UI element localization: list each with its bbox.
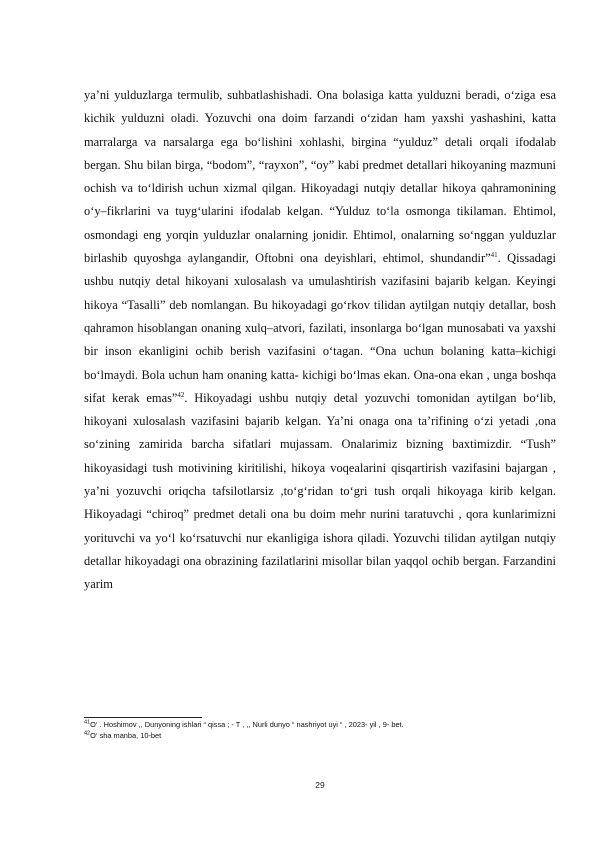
footnotes bbox=[84, 719, 556, 741]
paragraph-part-2: . Qissadagi ushbu nutqiy detal hikoyani xulosalash va umulashtirish vazifasini bajarib kelgan. Keyingi hikoya “Tasalli” deb nomlangan. Bu hikoyadagi go‘rkov tilidan aytilgan nutqiy detallar, bosh qahramon hisoblangan onaning xulq–atvori, fazilati, insonlarga bo‘lgan munosabati va yaxshi bir inson ekanligini ochib berish vazifasini o‘tagan. “Ona uchun bolaning katta–kichigi bo‘lmaydi. Bola uchun ham onaning katta- kichigi bo‘lmas ekan. Ona-ona ekan , unga boshqa sifat kerak emas” bbox=[84, 251, 557, 405]
paragraph-part-1: ya’ni yulduzlarga termulib, suhbatlashishadi. Ona bolasiga katta yulduzni beradi, o‘ziga esa kichik yulduzni oladi. Yozuvchi ona doim farzandi o‘zidan ham yaxshi yashashini, katta marralarga va narsalarga ega bo‘lishini xohlashi, birgina “yulduz” detali orqali ifodalab bergan. Shu bilan birga, “bodom”, “rayxon”, “oy” kabi predmet detallari hikoyaning mazmuni ochish va to‘ldirish uchun xizmal qilgan. Hikoyadagi nutqiy detallar hikoya qahramonining o‘y–fikrlarini va tuyg‘ularini ifodalab kelgan. “Yulduz to‘la osmonga tikilaman. Ehtimol, osmondagi eng yorqin yulduzlar onalarning jonidir. Ehtimol, onalarning so‘nggan yulduzlar birlashib quyoshga aylangandir, Oftobni ona deyishlari, ehtimol, shundandir” bbox=[84, 88, 556, 266]
footnote-41 bbox=[84, 719, 556, 730]
footnote-number: 41 bbox=[84, 719, 91, 726]
footnote-divider bbox=[84, 717, 202, 718]
main-paragraph bbox=[84, 84, 556, 597]
footnote-42 bbox=[84, 730, 556, 741]
footnote-number: 42 bbox=[84, 730, 91, 737]
paragraph-part-3: . Hikoyadagi ushbu nutqiy detal yozuvchi tomonidan aytilgan bo‘lib, hikoyani xulosalash vazifasini bajarib kelgan. Ya’ni onaga ona ta’rifining o‘zi yetadi ,ona so‘zining zamirida barcha sifatlari mujassam. Onalarimiz bizning baxtimizdir. “Tush” hikoyasidagi tush motivining kiritilishi, hikoya voqealarini qisqartirish vazifasini bajargan , ya’ni yozuvchi oriqcha tafsilotlarsiz ,to‘g‘ridan to‘gri tush orqali hikoyaga kirib kelgan. Hikoyadagi “chiroq” predmet detali ona bu doim mehr nurini taratuvchi , qora kunlarimizni yorituvchi va yo‘l ko‘rsatuvchi nur ekanligiga ishora qiladi. Yozuvchi tilidan aytilgan nutqiy detallar hikoyadagi ona obrazining fazilatlarini misollar bilan yaqqol ochib bergan. Farzandini yarim bbox=[84, 390, 556, 592]
footnote-ref-41[interactable]: 41 bbox=[490, 250, 498, 259]
footnote-ref-42[interactable]: 42 bbox=[177, 390, 185, 399]
footnote-text: O‘ . Hoshimov ,, Dunyoning ishlari “ qissa ; - T , ,, Nurli dunyo “ nashriyot uyi “ , 2023- yil , 9- bet. bbox=[90, 720, 404, 729]
page-number: 29 bbox=[315, 780, 325, 790]
footnote-text: O‘ sha manba, 10-bet bbox=[90, 731, 162, 740]
